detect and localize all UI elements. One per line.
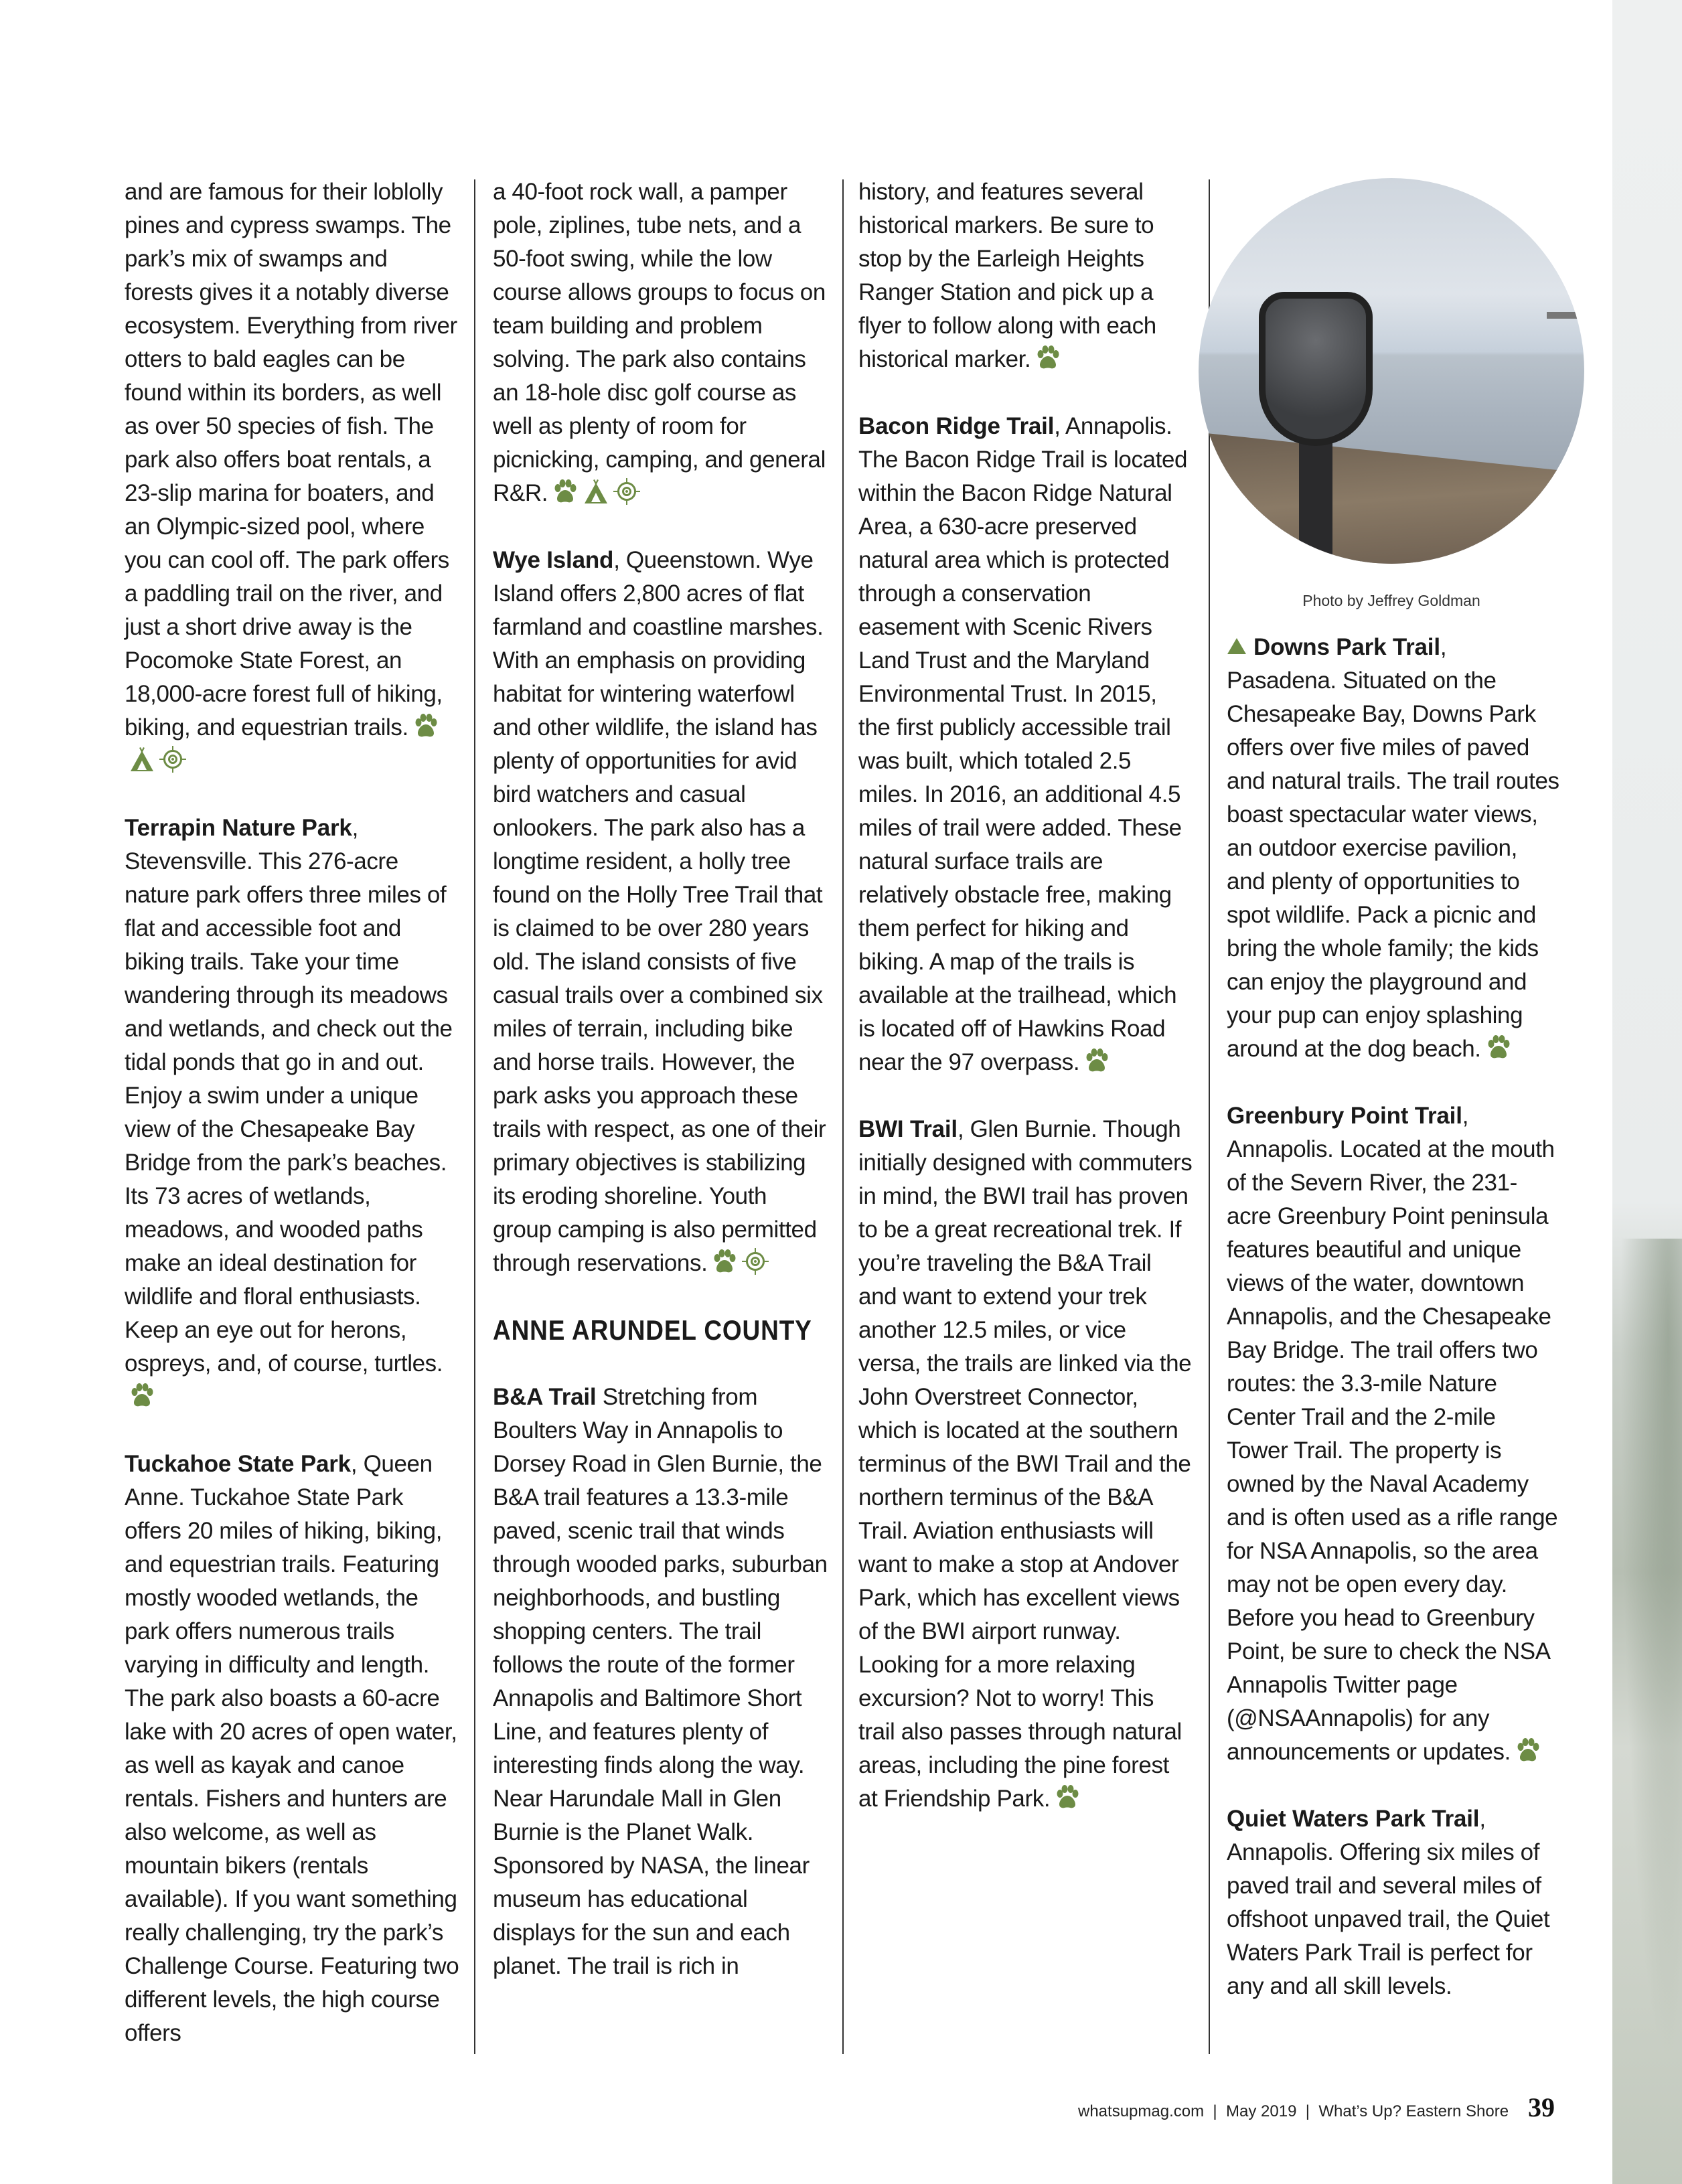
paw-icon bbox=[1035, 344, 1061, 371]
trail-name: Downs Park Trail bbox=[1253, 634, 1440, 660]
paw-icon bbox=[412, 712, 439, 739]
page-footer bbox=[1078, 2102, 1509, 2121]
paragraph-quiet-waters bbox=[1227, 1802, 1561, 2003]
paw-icon bbox=[1054, 1784, 1081, 1810]
paragraph-text: , Queen Anne. Tuckahoe State Park offers 20 miles of hiking, biking, and equestrian trails. Featuring mostly wooded wetlands, the park offers numerous trails varying in difficulty and length. The park also boasts a 60-acre lake with 20 acres of open water, as well as kayak and canoe rentals. Fishers and hunters are also welcome, as well as mountain bikers (rentals available). If you want something really challenging, try the park’s Challenge Course. Featuring two different levels, the high course offers bbox=[125, 1451, 459, 2046]
photo-coin-binoculars bbox=[1259, 292, 1373, 446]
footer-date: May 2019 bbox=[1226, 2102, 1297, 2120]
paragraph-downs-park bbox=[1227, 631, 1561, 1066]
paragraph-tuckahoe-cont bbox=[493, 175, 828, 510]
paw-icon bbox=[711, 1248, 738, 1275]
trail-name: Quiet Waters Park Trail bbox=[1227, 1806, 1480, 1832]
paragraph-wye-island bbox=[493, 544, 828, 1280]
adjacent-page-photo-edge bbox=[1612, 0, 1682, 2184]
paragraph-pocomoke bbox=[125, 175, 459, 778]
paragraph-terrapin bbox=[125, 811, 459, 1414]
trail-name: Tuckahoe State Park bbox=[125, 1451, 351, 1477]
paragraph-ba-trail bbox=[493, 1381, 828, 1983]
paw-icon bbox=[1485, 1034, 1512, 1061]
paw-icon bbox=[552, 478, 579, 505]
paragraph-text: , Annapolis. Located at the mouth of the Severn River, the 231-acre Greenbury Point peninsula features beautiful and unique views of the water, downtown Annapolis, and the Chesapeake Bay Bridge. The trail offers two routes: the 3.3-mile Nature Center Trail and the 2-mile Tower Trail. The property is owned by the Naval Academy and is often used as a rifle range for NSA Annapolis, so the area may not be open every day. Before you head to Greenbury Point, be sure to check the NSA Annapolis Twitter page (@NSAAnnapolis) for any announcements or updates. bbox=[1227, 1103, 1558, 1765]
page-number: 39 bbox=[1528, 2092, 1555, 2122]
binoculars-photo bbox=[1199, 178, 1584, 564]
paragraph-text: , Pasadena. Situated on the Chesapeake Bay, Downs Park offers over five miles of paved and natural trails. The trail routes boast spectacular water views, an outdoor exercise pavilion, and plenty of opportunities to spot wildlife. Pack a picnic and bring the whole family; the kids can enjoy the playground and your pup can enjoy splashing around at the dog beach. bbox=[1227, 634, 1559, 1062]
trail-name: Wye Island bbox=[493, 547, 614, 573]
paragraph-text: a 40-foot rock wall, a pamper pole, ziplines, tube nets, and a 50-foot swing, while the low course allows groups to focus on team building and problem solving. The park also contains an 18-hole disc golf course as well as plenty of room for picnicking, camping, and general R&R. bbox=[493, 179, 826, 506]
paragraph-text: Stretching from Boulters Way in Annapolis to Dorsey Road in Glen Burnie, the B&A trail features a 13.3-mile paved, scenic trail that winds through wooded parks, suburban neighborhoods, and bustling shopping centers. The trail follows the route of the former Annapolis and Baltimore Short Line, and features plenty of interesting finds along the way. Near Harundale Mall in Glen Burnie is the Planet Walk. Sponsored by NASA, the linear museum has educational displays for the sun and each planet. The trail is rich in bbox=[493, 1384, 828, 1979]
paragraph-tuckahoe bbox=[125, 1448, 459, 2050]
trail-name: Terrapin Nature Park bbox=[125, 815, 352, 841]
paragraph-text: , Annapolis. Offering six miles of paved trail and several miles of offshoot unpaved trail, the Quiet Waters Park Trail is perfect for any and all skill levels. bbox=[1227, 1806, 1550, 1999]
photo-pier bbox=[1547, 312, 1584, 319]
paw-icon bbox=[1515, 1737, 1541, 1764]
target-icon bbox=[613, 478, 640, 505]
paragraph-bacon-ridge bbox=[858, 410, 1193, 1079]
article-column-3 bbox=[858, 175, 1193, 1849]
target-icon bbox=[742, 1248, 769, 1275]
paragraph-greenbury-point bbox=[1227, 1099, 1561, 1769]
target-icon bbox=[159, 746, 186, 773]
paragraph-text: , Annapolis. The Bacon Ridge Trail is located within the Bacon Ridge Natural Area, a 630-acre preserved natural area which is protected through a conservation easement with Scenic Rivers Land Trust and the Maryland Environmental Trust. In 2015, the first publicly accessible trail was built, which totaled 2.5 miles. In 2016, an additional 4.5 miles of trail were added. These natural surface trails are relatively obstacle free, making them perfect for hiking and biking. A map of the trails is available at the trailhead, which is located off of Hawkins Road near the 97 overpass. bbox=[858, 413, 1188, 1075]
paragraph-bwi-trail bbox=[858, 1113, 1193, 1816]
footer-site: whatsupmag.com bbox=[1078, 2102, 1205, 2120]
paragraph-text: and are famous for their loblolly pines and cypress swamps. The park’s mix of swamps and forests gives it a notably diverse ecosystem. Everything from river otters to bald eagles can be found within its borders, as well as over 50 species of fish. The park also offers boat rentals, a 23-slip marina for boaters, and an Olympic-sized pool, where you can cool off. The park offers a paddling trail on the river, and just a short drive away is the Pocomoke State Forest, an 18,000-acre forest full of hiking, biking, and equestrian trails. bbox=[125, 179, 457, 740]
column-divider bbox=[842, 179, 844, 2054]
section-heading: ANNE ARUNDEL COUNTY bbox=[493, 1314, 812, 1346]
trail-name: Greenbury Point Trail bbox=[1227, 1103, 1462, 1129]
paw-icon bbox=[1083, 1047, 1110, 1074]
trail-name: BWI Trail bbox=[858, 1116, 958, 1142]
paw-icon bbox=[129, 1382, 155, 1409]
triangle-icon bbox=[1227, 632, 1247, 652]
column-divider bbox=[474, 179, 475, 2054]
paragraph-text: history, and features several historical markers. Be sure to stop by the Earleigh Heights Ranger Station and pick up a flyer to follow along with each historical marker. bbox=[858, 179, 1156, 372]
paragraph-text: , Queenstown. Wye Island offers 2,800 acres of flat farmland and coastline marshes. With an emphasis on providing habitat for wintering waterfowl and other wildlife, the island has plenty of opportunities for avid bird watchers and casual onlookers. The park also has a longtime resident, a holly tree found on the Holly Tree Trail that is claimed to be over 280 years old. The island consists of five casual trails over a combined six miles of terrain, including bike and horse trails. However, the park asks you approach these trails with respect, as one of their primary objectives is stabilizing its eroding shoreline. Youth group camping is also permitted through reservations. bbox=[493, 547, 826, 1276]
article-column-4 bbox=[1227, 631, 1561, 2037]
footer-publication: What’s Up? Eastern Shore bbox=[1318, 2102, 1509, 2120]
tent-icon bbox=[129, 746, 155, 773]
photo-railing bbox=[1199, 433, 1584, 564]
paragraph-ba-trail-cont bbox=[858, 175, 1193, 376]
trail-name: B&A Trail bbox=[493, 1384, 597, 1410]
tent-icon bbox=[583, 478, 609, 505]
photo-viewer-post bbox=[1299, 439, 1332, 564]
photo-caption: Photo by Jeffrey Goldman bbox=[1302, 592, 1480, 609]
article-column-1 bbox=[125, 175, 459, 2084]
paragraph-text: , Glen Burnie. Though initially designed with commuters in mind, the BWI trail has proven to be a great recreational trek. If you’re traveling the B&A Trail and want to extend your trek another 12.5 miles, or vice versa, the trails are linked via the John Overstreet Connector, which is located at the southern terminus of the BWI Trail and the northern terminus of the B&A Trail. Aviation enthusiasts will want to make a stop at Andover Park, which has excellent views of the BWI airport runway. Looking for a more relaxing excursion? Not to worry! This trail also passes through natural areas, including the pine forest at Friendship Park. bbox=[858, 1116, 1193, 1812]
footer-separator: | bbox=[1301, 2102, 1314, 2120]
trail-name: Bacon Ridge Trail bbox=[858, 413, 1055, 439]
paragraph-text: , Stevensville. This 276-acre nature park offers three miles of flat and accessible foot and biking trails. Take your time wandering through its meadows and wetlands, and check out the tidal ponds that go in and out. Enjoy a swim under a unique view of the Chesapeake Bay Bridge from the park’s beaches. Its 73 acres of wetlands, meadows, and wooded paths make an ideal destination for wildlife and floral enthusiasts. Keep an eye out for herons, ospreys, and, of course, turtles. bbox=[125, 815, 453, 1377]
footer-separator: | bbox=[1208, 2102, 1222, 2120]
article-column-2 bbox=[493, 175, 828, 2017]
